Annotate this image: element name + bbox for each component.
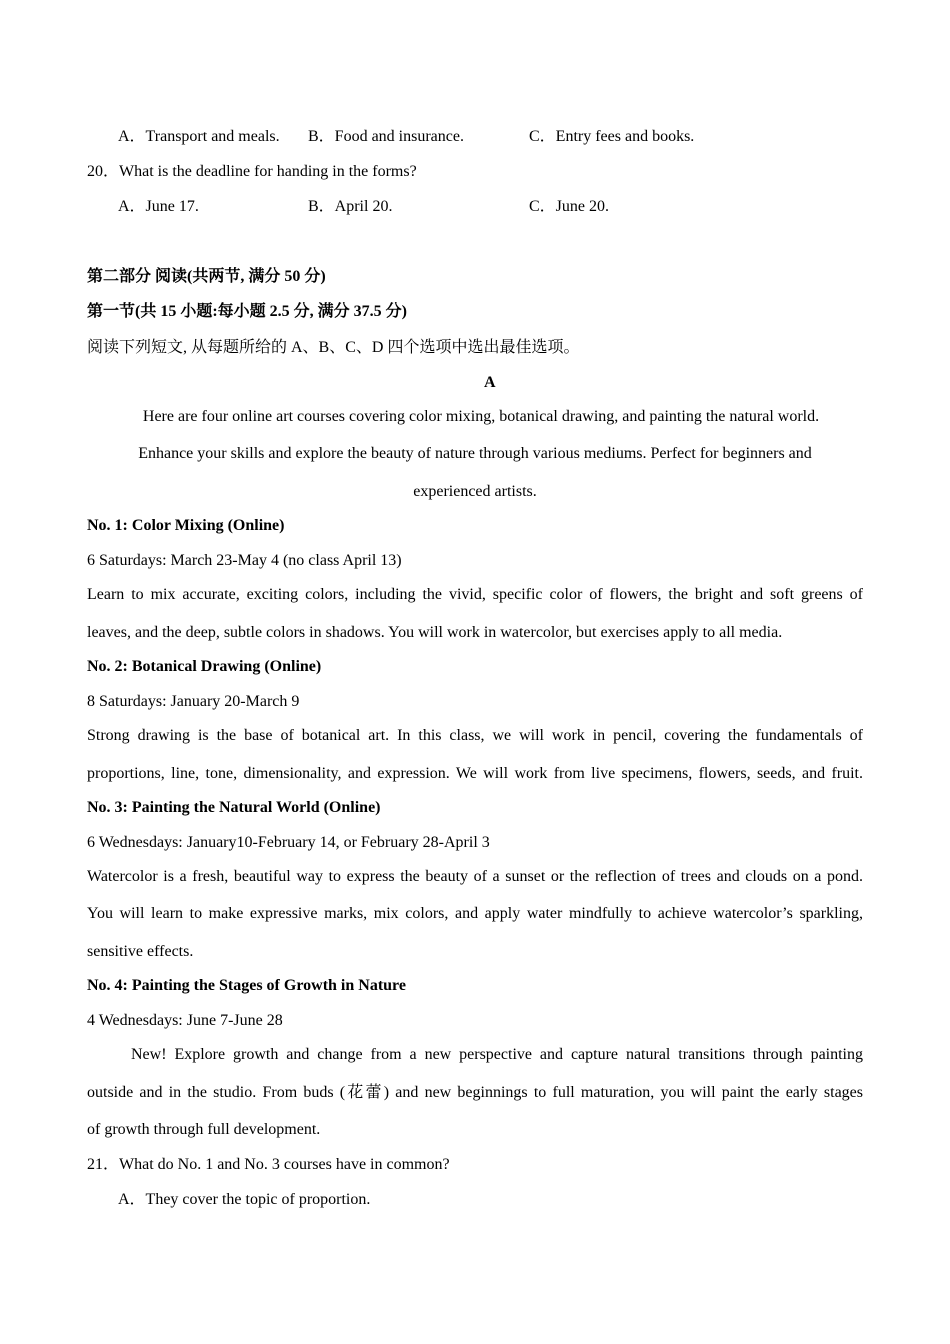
q21-option-a: A．They cover the topic of proportion.: [118, 1191, 371, 1208]
intro-line-2: Enhance your skills and explore the beauty of nature through various mediums. Perfect for beginners and: [138, 445, 812, 462]
course-4-title: No. 4: Painting the Stages of Growth in Nature: [87, 977, 406, 994]
reading-instruction: 阅读下列短文, 从每题所给的 A、B、C、D 四个选项中选出最佳选项。: [87, 339, 580, 356]
q20-option-a: A．June 17.: [118, 198, 199, 215]
course-3-desc-line-1: Watercolor is a fresh, beautiful way to express the beauty of a sunset or the reflection of trees and clouds on a pond.: [87, 868, 863, 885]
passage-letter: A: [484, 374, 496, 391]
course-1-schedule: 6 Saturdays: March 23-May 4 (no class April 13): [87, 552, 402, 569]
course-3-desc-line-2: You will learn to make expressive marks, mix colors, and apply water mindfully to achieve watercolor’s sparkling,: [87, 905, 863, 922]
course-4-desc-line-1: New! Explore growth and change from a new perspective and capture natural transitions through painting: [131, 1046, 863, 1063]
course-3-schedule: 6 Wednesdays: January10-February 14, or February 28-April 3: [87, 834, 490, 851]
course-4-desc-line-3: of growth through full development.: [87, 1121, 321, 1138]
q19-option-b: B．Food and insurance.: [308, 128, 464, 145]
q20-question: 20．What is the deadline for handing in the forms?: [87, 163, 417, 180]
course-3-title: No. 3: Painting the Natural World (Online): [87, 799, 381, 816]
intro-text-1: Here are four online art courses covering color mixing, botanical drawing, and painting the natural world.: [142, 408, 820, 425]
course-4-desc-line-2: outside and in the studio. From buds (花蕾) and new beginnings to full maturation, you will paint the early stages: [87, 1084, 863, 1101]
part2-heading: 第二部分 阅读(共两节, 满分 50 分): [87, 268, 326, 285]
q21-question: 21．What do No. 1 and No. 3 courses have in common?: [87, 1156, 450, 1173]
q19-option-c: C．Entry fees and books.: [529, 128, 695, 145]
course-2-title: No. 2: Botanical Drawing (Online): [87, 658, 322, 675]
course-2-desc-line-2: proportions, line, tone, dimensionality, and expression. We will work from live specimens, flowers, seeds, and fruit.: [87, 765, 863, 782]
course-2-schedule: 8 Saturdays: January 20-March 9: [87, 693, 300, 710]
q20-option-b: B．April 20.: [308, 198, 393, 215]
intro-line-3: experienced artists.: [413, 483, 537, 500]
course-1-desc-line-1: Learn to mix accurate, exciting colors, including the vivid, specific color of flowers, the bright and soft greens of: [87, 586, 863, 603]
q19-option-a: A．Transport and meals.: [118, 128, 280, 145]
course-1-title: No. 1: Color Mixing (Online): [87, 517, 285, 534]
q20-option-c: C．June 20.: [529, 198, 610, 215]
course-2-desc-line-1: Strong drawing is the base of botanical art. In this class, we will work in pencil, covering the fundamentals of: [87, 727, 863, 744]
course-1-desc-line-2: leaves, and the deep, subtle colors in shadows. You will work in watercolor, but exercises apply to all media.: [87, 624, 783, 641]
course-3-desc-line-3: sensitive effects.: [87, 943, 194, 960]
intro-line-1: [87, 407, 863, 427]
section1-heading: 第一节(共 15 小题:每小题 2.5 分, 满分 37.5 分): [87, 303, 407, 320]
course-4-schedule: 4 Wednesdays: June 7-June 28: [87, 1012, 283, 1029]
